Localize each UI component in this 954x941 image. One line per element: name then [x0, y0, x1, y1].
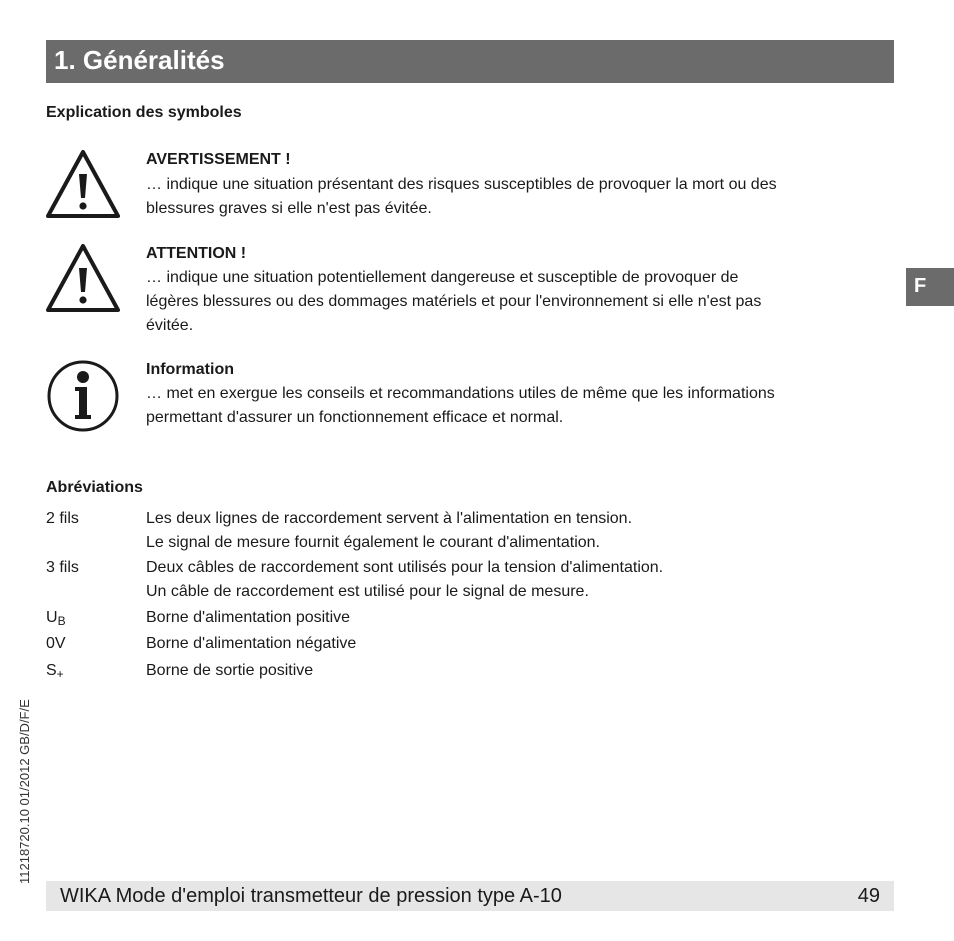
page-number: 49 [857, 885, 880, 907]
info-title: Information [146, 361, 234, 378]
abbreviations-heading: Abréviations [46, 479, 143, 496]
abbr-definition: Borne d'alimentation positive [146, 609, 351, 626]
caution-title: ATTENTION ! [146, 245, 247, 262]
info-text: … met en exergue les conseils et recommandations utiles de même que les informations permettant d'assurer un fonctionnement efficace et normal. [146, 385, 775, 426]
abbr-term: 3 fils [46, 559, 79, 576]
section-title-bar [46, 40, 894, 83]
caution-triangle-icon [46, 242, 120, 316]
section-title: 1. Généralités [54, 45, 225, 75]
abbr-definition: Borne de sortie positive [146, 662, 314, 679]
abbr-term: 2 fils [46, 510, 79, 527]
abbr-term: 0V [46, 635, 66, 652]
abbr-term: $U_B$ [46, 609, 66, 628]
abbr-definition: Deux câbles de raccordement sont utilisés pour la tension d'alimentation. Un câble de raccordement est utilisé pour le signal de mesure. [146, 559, 664, 600]
abbr-definition: Borne d'alimentation négative [146, 635, 357, 652]
abbr-definition: Les deux lignes de raccordement servent à l'alimentation en tension. Le signal de mesure fournit également le courant d'alimentation. [146, 510, 633, 551]
warning-title: AVERTISSEMENT ! [146, 151, 291, 168]
abbr-term: $S_+$ [46, 662, 64, 681]
language-tab: F [906, 268, 954, 306]
page-footer [46, 881, 894, 911]
symbols-heading: Explication des symboles [46, 104, 242, 121]
warning-text: … indique une situation présentant des risques susceptibles de provoquer la mort ou des blessures graves si elle n'est pas évitée. [146, 176, 777, 217]
document-code: 11218720.10 01/2012 GB/D/F/E [17, 699, 32, 884]
warning-triangle-icon [46, 148, 120, 222]
caution-text: … indique une situation potentiellement dangereuse et susceptible de provoquer de légères blessures ou des dommages matériels et pour l'environnement si elle n'est pas évitée. [146, 269, 762, 334]
info-circle-icon [46, 359, 120, 433]
footer-title: WIKA Mode d'emploi transmetteur de pression type A-10 [60, 885, 562, 907]
